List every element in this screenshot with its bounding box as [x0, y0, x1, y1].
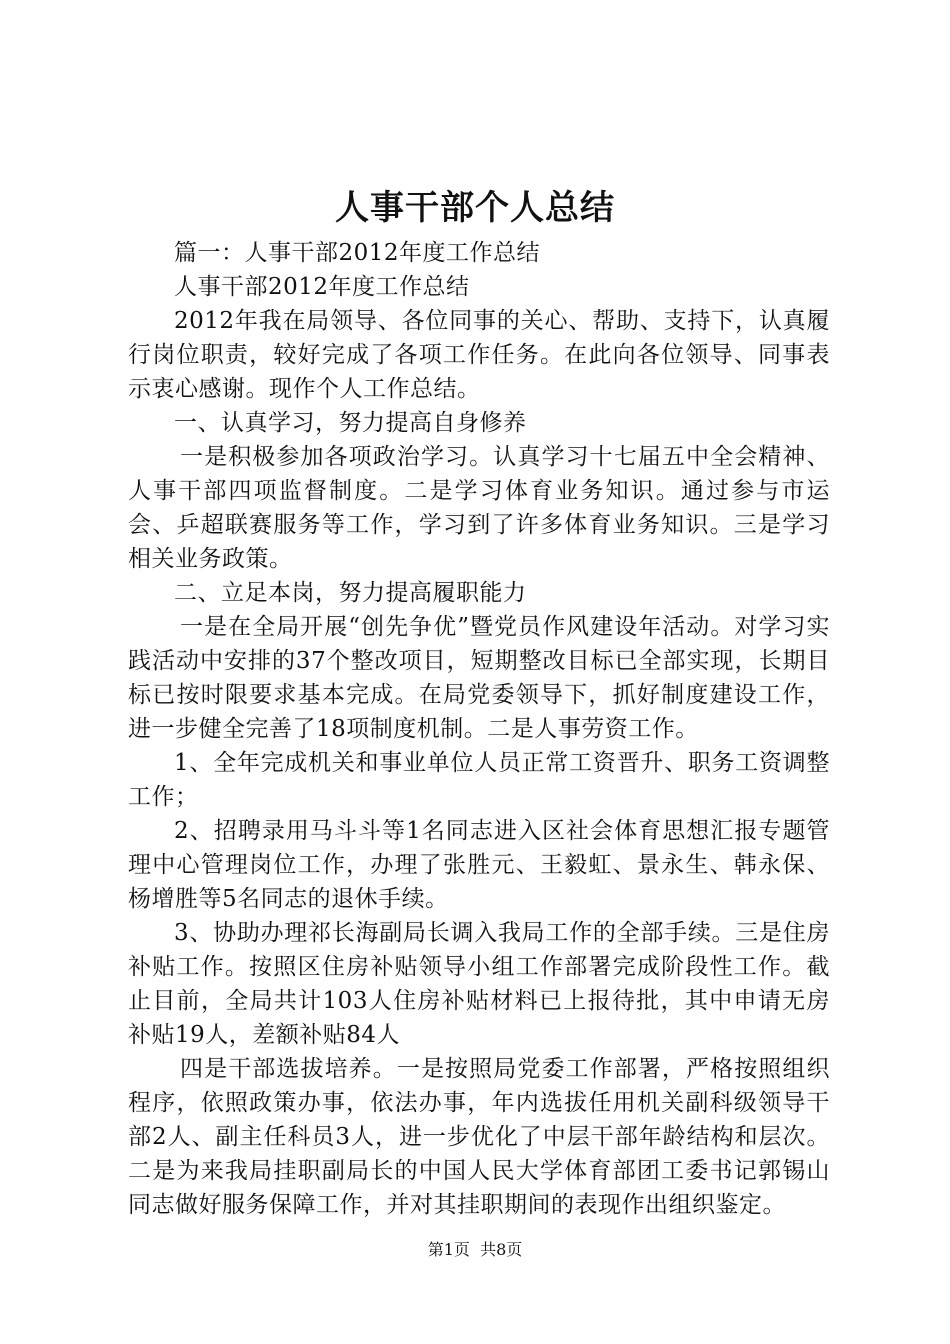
section-heading: 一、认真学习，努力提高自身修养 [174, 410, 527, 436]
list-item: 3、协助办理祁长海副局长调入我局工作的全部手续。三是住房补贴工作。按照区住房补贴领导小组工作部署完成阶段性工作。截止目前，全局共计103人住房补贴材料已上报待批，其中申请无房补贴19人，差额补贴84人 [128, 920, 830, 1048]
section-heading: 篇一：人事干部2012年度工作总结 [174, 240, 541, 266]
paragraph: 一是积极参加各项政治学习。认真学习十七届五中全会精神、人事干部四项监督制度。二是学习体育业务知识。通过参与市运会、乒超联赛服务等工作，学习到了许多体育业务知识。三是学习相关业务政策。 [128, 444, 830, 572]
document-title: 人事干部个人总结 [335, 188, 615, 228]
paragraph: 一是在全局开展“创先争优”暨党员作风建设年活动。对学习实践活动中安排的37个整改项目，短期整改目标已全部实现，长期目标已按时限要求基本完成。在局党委领导下，抓好制度建设工作，进一步健全完善了18项制度机制。二是人事劳资工作。 [128, 614, 830, 742]
section-heading: 二、立足本岗，努力提高履职能力 [174, 580, 527, 606]
list-item: 2、招聘录用马斗斗等1名同志进入区社会体育思想汇报专题管理中心管理岗位工作，办理了张胜元、王毅虹、景永生、韩永保、杨增胜等5名同志的退休手续。 [128, 818, 830, 912]
document-body [128, 236, 830, 1222]
paragraph: 2012年我在局领导、各位同事的关心、帮助、支持下，认真履行岗位职责，较好完成了各项工作任务。在此向各位领导、同事表示衷心感谢。现作个人工作总结。 [128, 308, 830, 402]
subtitle: 人事干部2012年度工作总结 [174, 274, 470, 300]
paragraph: 四是干部选拔培养。一是按照局党委工作部署，严格按照组织程序，依照政策办事，依法办事，年内选拔任用机关副科级领导干部2人、副主任科员3人，进一步优化了中层干部年龄结构和层次。二是为来我局挂职副局长的中国人民大学体育部团工委书记郭锡山同志做好服务保障工作，并对其挂职期间的表现作出组织鉴定。 [128, 1056, 830, 1218]
page-number: 第1页 共8页 [427, 1240, 523, 1259]
list-item: 1、全年完成机关和事业单位人员正常工资晋升、职务工资调整工作； [128, 750, 830, 810]
page-footer [0, 1240, 950, 1260]
